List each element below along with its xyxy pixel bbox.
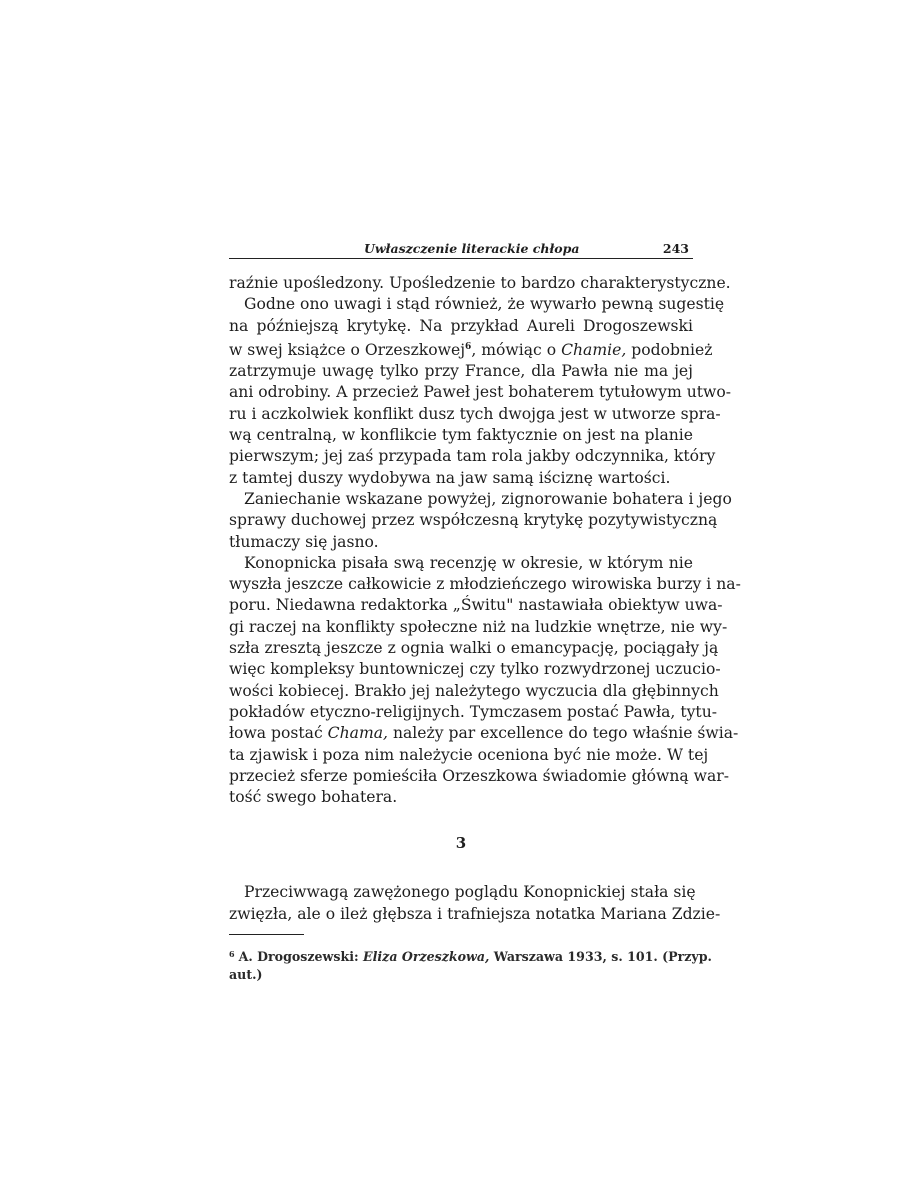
text-line: wą centralną, w konflikcie tym faktycznie on jest na planie	[229, 426, 693, 445]
text-line: ani odrobiny. A przecież Paweł jest bohaterem tytułowym utwo-	[229, 383, 732, 402]
paragraph-1	[229, 273, 731, 294]
text-line-with-italic	[229, 723, 739, 744]
text-line-with-footnote-ref	[229, 337, 713, 361]
text-line: wyszła jeszcze całkowicie z młodzieńczego wirowiska burzy i na-	[229, 575, 741, 594]
footnote-text: Warszawa 1933, s. 101. (Przyp.	[489, 949, 712, 965]
book-page	[229, 236, 741, 984]
running-header	[229, 236, 693, 259]
text-segment: należy par excellence do tego właśnie świa-	[387, 724, 739, 743]
text-line: raźnie upośledzony. Upośledzenie to bardzo charakterystyczne.	[229, 274, 731, 292]
text-line: zwięzła, ale o ileż głębsza i trafniejsza notatka Mariana Zdzie-	[229, 904, 721, 923]
footnote-book-title: Eliza Orzeszkowa,	[363, 949, 490, 965]
text-line: sprawy duchowej przez współczesną krytykę pozytywistyczną	[229, 511, 718, 530]
footnote	[229, 945, 712, 984]
text-line: pokładów etyczno-religijnych. Tymczasem postać Pawła, tytu-	[229, 702, 718, 721]
text-line: tość swego bohatera.	[229, 788, 398, 807]
footnote-divider	[229, 934, 304, 935]
italic-title: Chama,	[327, 724, 388, 743]
text-line: tłumaczy się jasno.	[229, 532, 379, 551]
text-segment: , mówiąc o	[471, 340, 562, 359]
text-line: poru. Niedawna redaktorka „Świtu" nastawiała obiektyw uwa-	[229, 596, 723, 615]
paragraph-5	[229, 882, 721, 925]
text-line: więc kompleksy buntowniczej czy tylko rozwydrzonej uczucio-	[229, 660, 721, 679]
text-line: wości kobiecej. Brakło jej należytego wyczucia dla głębinnych	[229, 681, 719, 700]
body-text	[229, 273, 741, 925]
section-number: 3	[455, 834, 467, 853]
footnote-line	[229, 945, 712, 966]
text-line: zatrzymuje uwagę tylko przy France, dla Pawła nie ma jej	[229, 362, 693, 381]
text-line: z tamtej duszy wydobywa na jaw samą iściznę wartości.	[229, 468, 671, 487]
paragraph-2	[229, 294, 732, 489]
text-line: gi raczej na konflikty społeczne niż na ludzkie wnętrze, nie wy-	[229, 617, 728, 636]
footnote-line: aut.)	[229, 967, 263, 983]
text-line: Przeciwwagą zawężonego poglądu Konopnickiej stała się	[244, 883, 696, 902]
italic-title: Chamie,	[561, 340, 627, 359]
running-title: Uwłaszczenie literackie chłopa	[364, 241, 580, 256]
paragraph-4	[229, 553, 741, 809]
text-line: Godne ono uwagi i stąd również, że wywarło pewną sugestię	[244, 295, 725, 314]
text-line: na późniejszą krytykę. Na przykład Aureli Drogoszewski	[229, 316, 693, 335]
text-line: Konopnicka pisała swą recenzję w okresie, w którym nie	[244, 553, 693, 572]
text-segment: w swej książce o Orzeszkowej	[229, 340, 466, 359]
paragraph-3	[229, 489, 732, 553]
text-segment: podobnież	[626, 340, 713, 359]
footnote-mark: 6	[229, 949, 235, 960]
text-line: ta zjawisk i poza nim należycie oceniona być nie może. W tej	[229, 745, 709, 764]
text-line: przecież sferze pomieściła Orzeszkowa świadomie główną war-	[229, 766, 730, 785]
text-segment: łowa postać	[229, 724, 328, 743]
text-line: ru i aczkolwiek konflikt dusz tych dwojga jest w utworze spra-	[229, 404, 721, 423]
page-number: 243	[662, 241, 689, 256]
text-line: Zaniechanie wskazane powyżej, zignorowanie bohatera i jego	[244, 489, 732, 508]
text-line: szła zresztą jeszcze z ognia walki o emancypację, pociągały ją	[229, 639, 719, 658]
footnote-reference: 6	[465, 341, 472, 352]
footnote-text: A. Drogoszewski:	[238, 949, 364, 965]
text-line: pierwszym; jej zaś przypada tam rola jakby odczynnika, który	[229, 447, 716, 466]
